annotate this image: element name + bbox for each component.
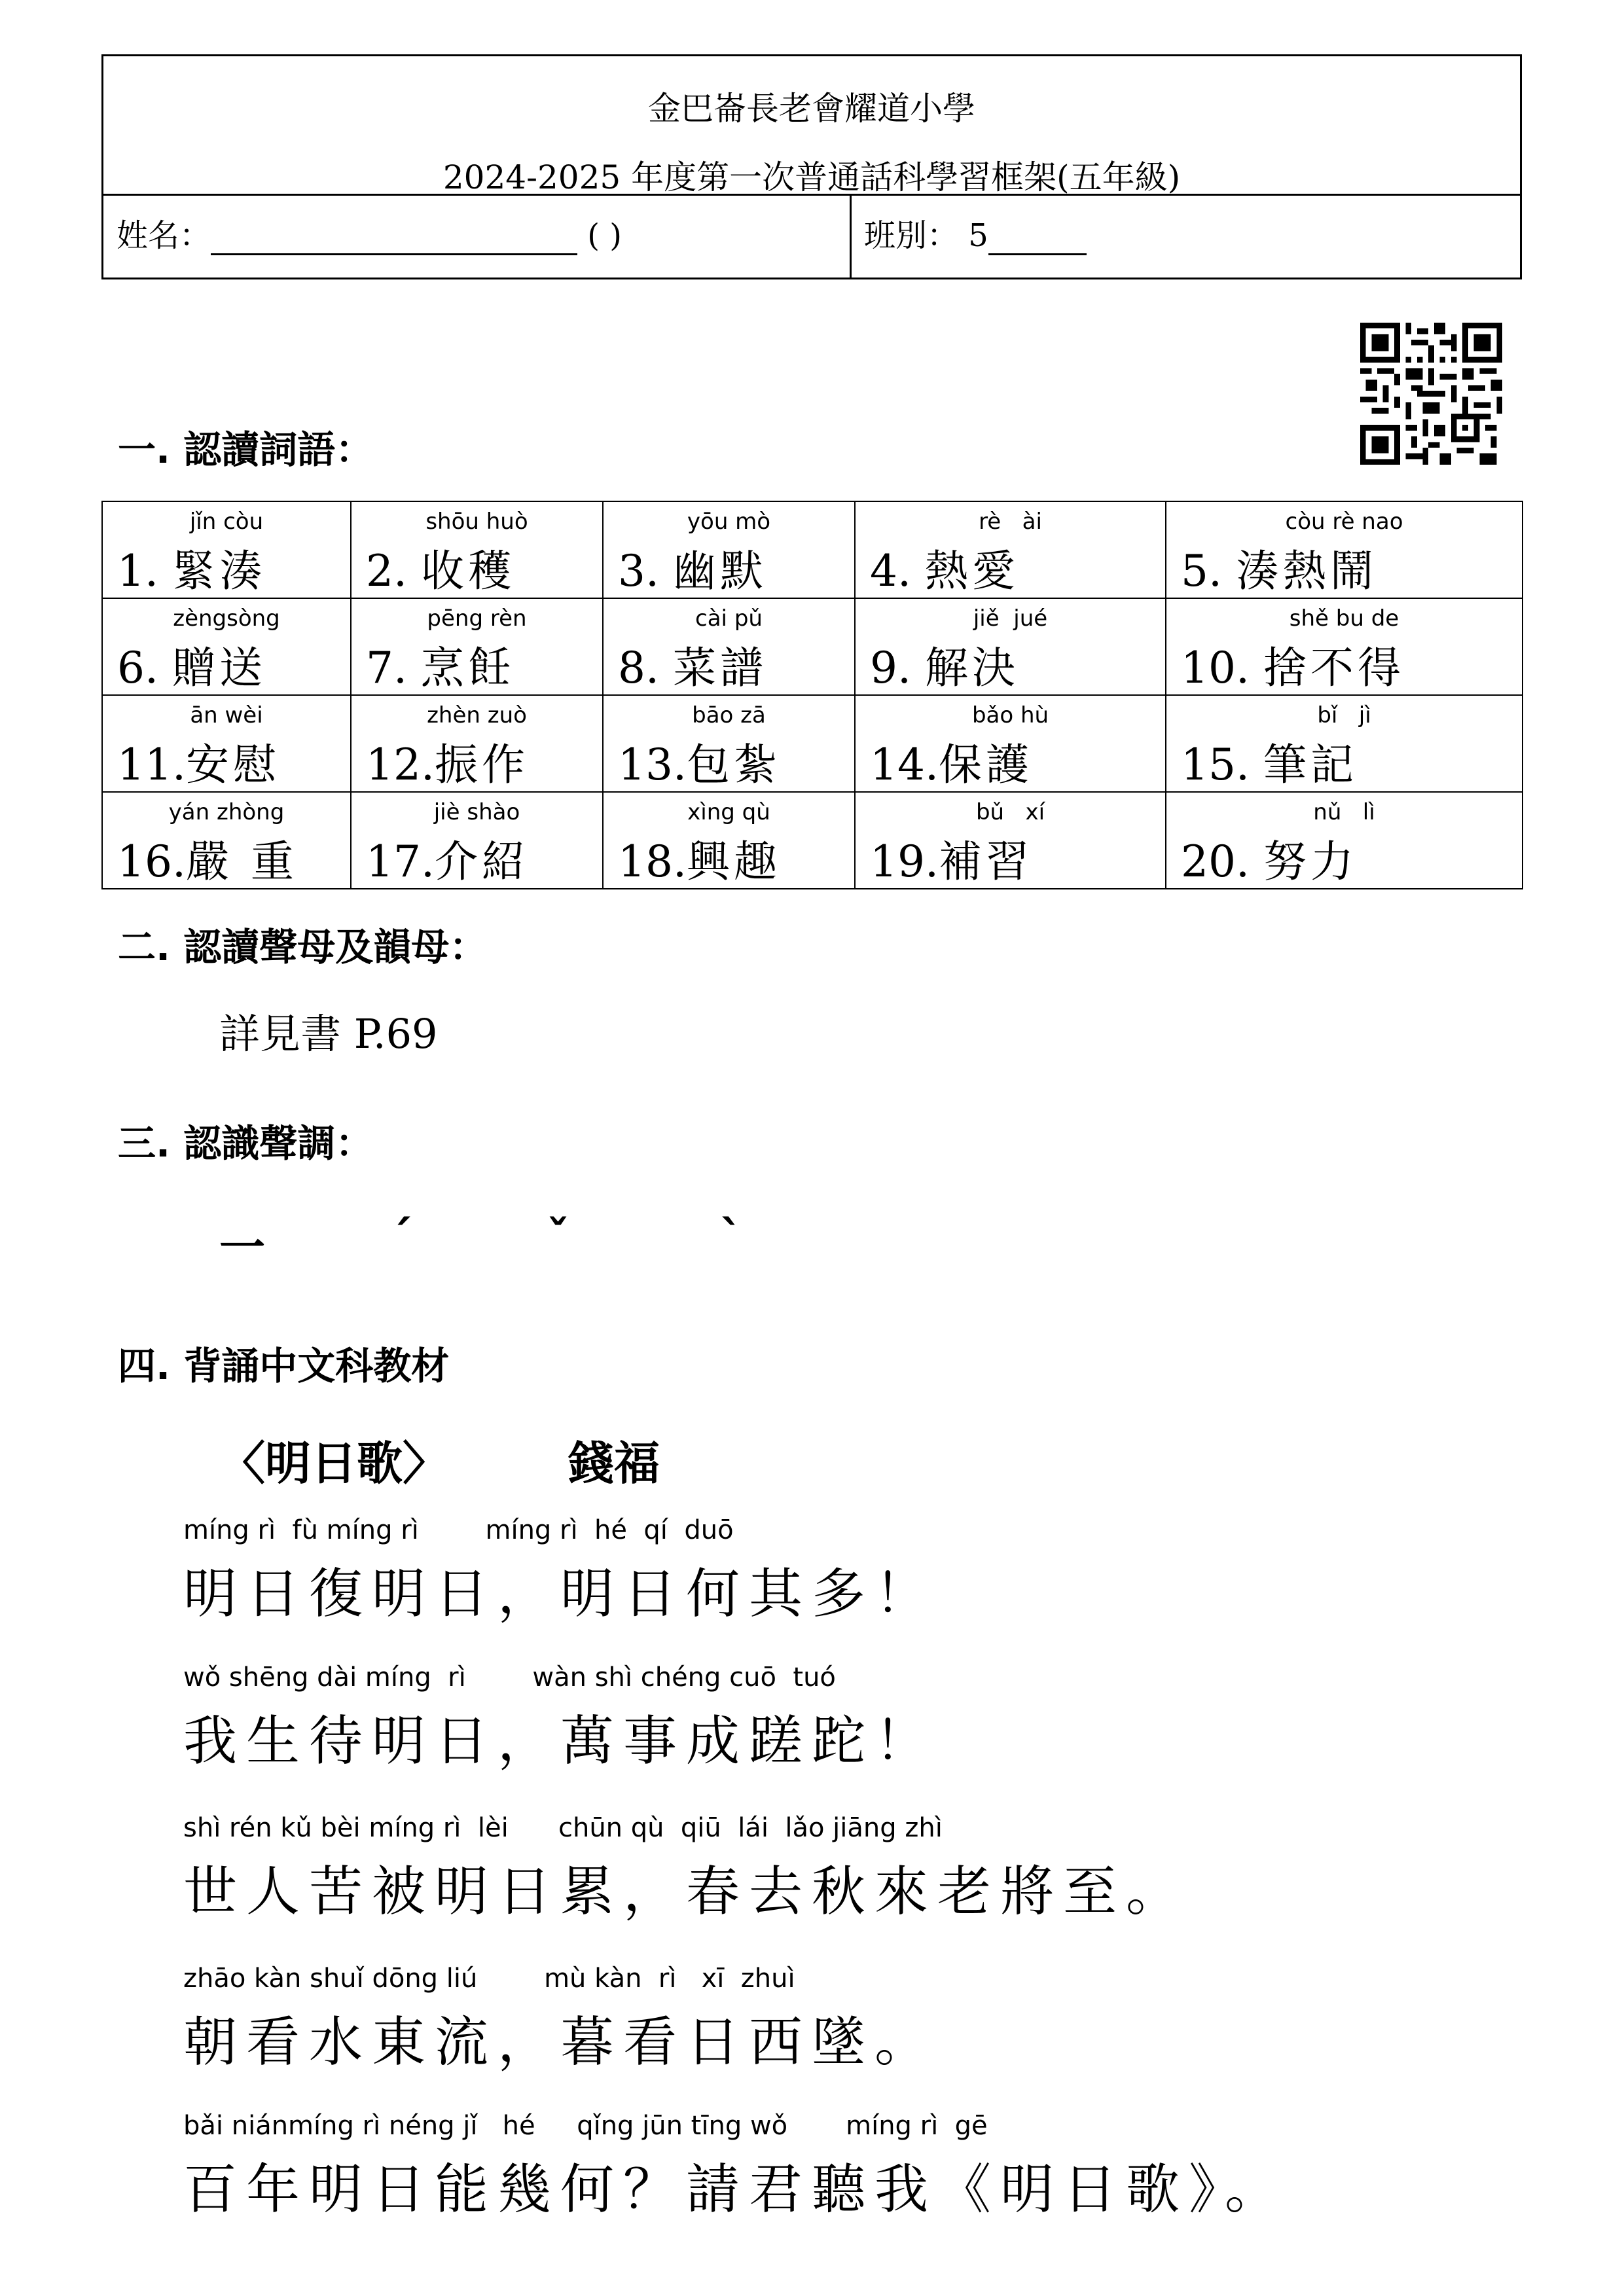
item-number: 19. — [870, 836, 939, 887]
word: 努力 — [1263, 836, 1358, 887]
pinyin: yōu mò — [687, 509, 771, 535]
poem-verse-line: 我生待明日，萬事成蹉跎！ — [183, 1710, 938, 1772]
pinyin: rè ài — [979, 509, 1042, 535]
pinyin: còu rè nao — [1285, 509, 1403, 535]
name-row — [117, 210, 622, 255]
section-3-heading: 三. 認識聲調： — [118, 1121, 374, 1166]
word: 熱愛 — [924, 546, 1019, 596]
word: 湊熱鬧 — [1235, 546, 1377, 596]
item-number: 18. — [618, 836, 687, 887]
school-name: 金巴崙長老會耀道小學 — [648, 90, 975, 128]
vocab-cell — [102, 501, 351, 598]
item-number: 20. — [1181, 836, 1250, 887]
vocab-cell — [102, 792, 351, 889]
vocab-cell — [1166, 501, 1523, 598]
item-number: 1. — [117, 546, 158, 596]
item-number: 9. — [870, 643, 911, 693]
word: 收穫 — [420, 546, 515, 596]
pinyin: bǐ jì — [1317, 702, 1371, 728]
class-value: 5 — [968, 217, 988, 254]
pinyin: zhèn zuò — [427, 702, 527, 728]
vocab-cell — [1166, 792, 1523, 889]
document-title: 2024-2025 年度第一次普通話科學習框架(五年級) — [442, 158, 1181, 196]
word: 振作 — [434, 740, 529, 790]
name-blank[interactable] — [211, 221, 577, 255]
pinyin: shě bu de — [1289, 605, 1399, 632]
vocab-cell — [855, 792, 1166, 889]
poem-verse-line: 明日復明日，明日何其多！ — [183, 1563, 938, 1625]
vocab-cell — [102, 695, 351, 792]
item-number: 7. — [366, 643, 407, 693]
vocab-cell — [603, 792, 855, 889]
poem-pinyin-line: wǒ shēng dài míng rì wàn shì chéng cuō tuó — [183, 1662, 836, 1693]
table-row — [102, 695, 1523, 792]
pinyin: jǐn còu — [189, 509, 264, 535]
poem-pinyin-line: bǎi niánmíng rì néng jǐ hé qǐng jūn tīng wǒ míng rì gē — [183, 2111, 988, 2141]
pinyin: bāo zā — [692, 702, 766, 728]
poem-title: 〈明日歌〉 — [219, 1437, 448, 1490]
vocab-cell — [603, 501, 855, 598]
item-number: 4. — [870, 546, 911, 596]
word: 保護 — [938, 740, 1033, 790]
item-number: 3. — [618, 546, 659, 596]
vocab-cell — [102, 598, 351, 695]
header-divider — [103, 194, 1520, 196]
pinyin: ān wèi — [190, 702, 263, 728]
poem-pinyin-line: míng rì fù míng rì míng rì hé qí duō — [183, 1515, 734, 1545]
item-number: 5. — [1181, 546, 1222, 596]
class-number-parens: ( ) — [587, 217, 622, 254]
header-column-divider — [850, 194, 852, 278]
word: 烹飪 — [420, 643, 515, 693]
item-number: 6. — [117, 643, 158, 693]
vocab-cell — [1166, 695, 1523, 792]
tone-1-mark: 一 — [219, 1221, 265, 1274]
name-label: 姓名： — [117, 217, 211, 254]
pinyin: xìng qù — [687, 799, 770, 825]
pinyin: nǔ lì — [1313, 799, 1375, 825]
word: 緊湊 — [171, 546, 266, 596]
class-blank[interactable] — [988, 221, 1087, 255]
item-number: 15. — [1181, 740, 1250, 790]
pinyin: pēng rèn — [427, 605, 527, 632]
pinyin: cài pǔ — [695, 605, 763, 632]
word: 贈送 — [171, 643, 266, 693]
item-number: 13. — [618, 740, 687, 790]
vocab-cell — [855, 695, 1166, 792]
poem-author: 錢福 — [568, 1437, 660, 1490]
table-row — [102, 792, 1523, 889]
vocab-cell — [603, 598, 855, 695]
pinyin: jiè shào — [433, 799, 520, 825]
vocab-table — [101, 501, 1523, 889]
poem-verse-line: 朝看水東流，暮看日西墜。 — [183, 2011, 938, 2073]
word: 筆記 — [1263, 740, 1358, 790]
header-box — [101, 54, 1522, 279]
item-number: 16. — [117, 836, 186, 887]
section-1-heading: 一. 認讀詞語： — [118, 427, 374, 472]
section-4-heading: 四. 背誦中文科教材 — [118, 1344, 450, 1388]
vocab-cell — [351, 792, 603, 889]
pinyin: jiě jué — [973, 605, 1048, 632]
pinyin: shōu huò — [425, 509, 528, 535]
word: 安慰 — [185, 740, 280, 790]
pinyin: bǎo hù — [971, 702, 1049, 728]
poem-verse-line: 百年明日能幾何？請君聽我《明日歌》。 — [183, 2159, 1288, 2221]
pinyin: zèngsòng — [173, 605, 280, 632]
item-number: 8. — [618, 643, 659, 693]
class-row — [864, 210, 1087, 255]
poem-pinyin-line: shì rén kǔ bèi míng rì lèi chūn qù qiū lái lǎo jiāng zhì — [183, 1813, 943, 1843]
vocab-cell — [603, 695, 855, 792]
tone-2-mark: ˊ — [389, 1211, 412, 1265]
word: 菜譜 — [672, 643, 767, 693]
table-row — [102, 501, 1523, 598]
tone-4-mark: ˋ — [720, 1211, 743, 1265]
tone-3-mark: ˇ — [547, 1211, 569, 1265]
poem-verse-line: 世人苦被明日累，春去秋來老將至。 — [183, 1861, 1189, 1923]
word: 解決 — [924, 643, 1019, 693]
poem-pinyin-line: zhāo kàn shuǐ dōng liú mù kàn rì xī zhuì — [183, 1964, 795, 1994]
item-number: 10. — [1181, 643, 1250, 693]
word: 包紮 — [686, 740, 781, 790]
vocab-cell — [351, 695, 603, 792]
word: 幽默 — [672, 546, 767, 596]
word: 補習 — [938, 836, 1033, 887]
item-number: 14. — [870, 740, 939, 790]
vocab-cell — [1166, 598, 1523, 695]
word: 捨不得 — [1263, 643, 1405, 693]
vocab-cell — [351, 501, 603, 598]
item-number: 17. — [366, 836, 435, 887]
class-label: 班別： — [864, 217, 959, 254]
item-number: 12. — [366, 740, 435, 790]
pinyin: bǔ xí — [975, 799, 1045, 825]
word: 興趣 — [686, 836, 781, 887]
word: 嚴 重 — [185, 836, 298, 887]
item-number: 2. — [366, 546, 407, 596]
table-row — [102, 598, 1523, 695]
vocab-cell — [351, 598, 603, 695]
word: 介紹 — [434, 836, 529, 887]
vocab-cell — [855, 501, 1166, 598]
qr-code-icon — [1360, 323, 1502, 465]
vocab-cell — [855, 598, 1166, 695]
item-number: 11. — [117, 740, 186, 790]
section-2-heading: 二. 認讀聲母及韻母： — [118, 925, 488, 969]
pinyin: yán zhòng — [168, 799, 285, 825]
initials-reference: 詳見書 P.69 — [219, 1010, 438, 1058]
